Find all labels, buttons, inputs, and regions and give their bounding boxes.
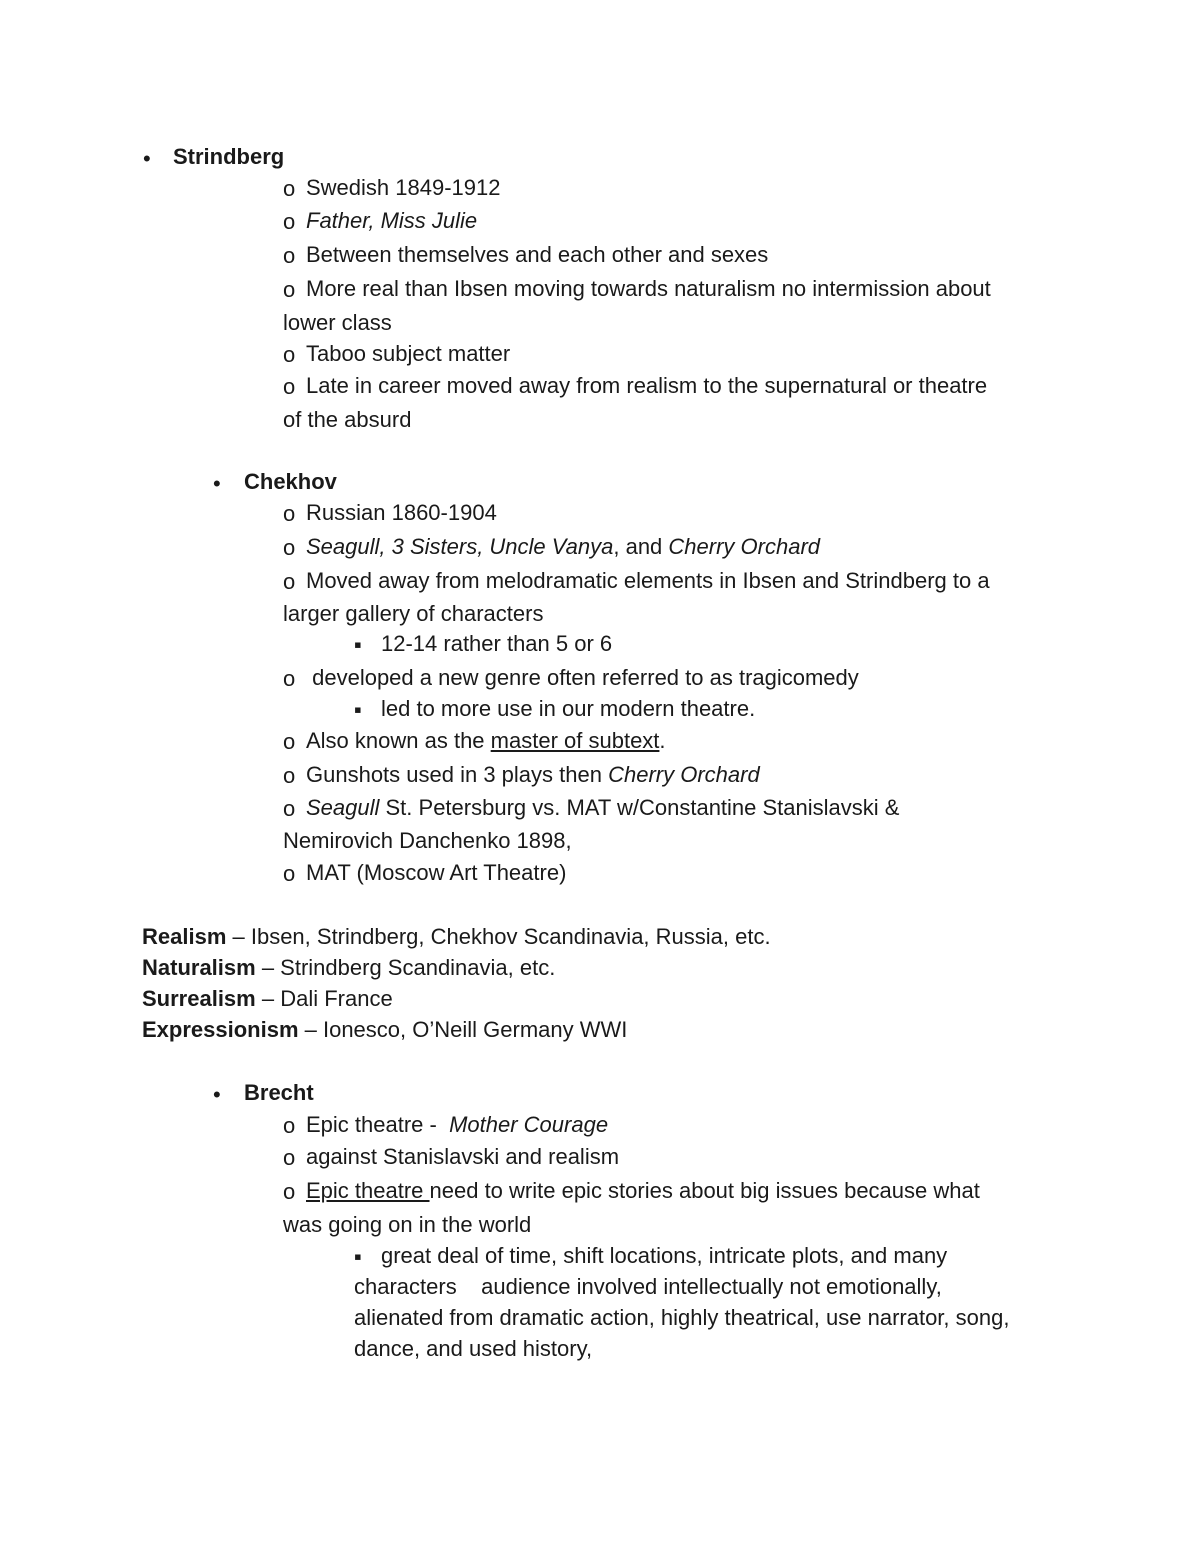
chekhov-origin: Russian 1860-1904 bbox=[306, 500, 497, 525]
movement-line bbox=[142, 957, 555, 979]
chekhov-chars-count: 12-14 rather than 5 or 6 bbox=[381, 631, 613, 656]
bullet-circle: o bbox=[283, 209, 296, 234]
bullet-circle: o bbox=[283, 861, 296, 886]
bullet-circle: o bbox=[283, 763, 296, 788]
epic-rest: need to write epic stories about big issues because what bbox=[429, 1178, 980, 1203]
movement-line bbox=[142, 988, 393, 1010]
chekhov-known bbox=[306, 730, 666, 752]
bullet-circle: o bbox=[283, 176, 296, 201]
movement-desc: – Ionesco, O’Neill Germany WWI bbox=[298, 1017, 628, 1042]
bullet-square: ▪ bbox=[354, 697, 362, 722]
plays-and: , and bbox=[613, 534, 669, 559]
strindberg-item: Taboo subject matter bbox=[306, 341, 511, 366]
chekhov-mat: MAT (Moscow Art Theatre) bbox=[306, 860, 567, 885]
brecht-epic-cont: was going on in the world bbox=[283, 1212, 532, 1237]
bullet-circle: o bbox=[283, 666, 296, 691]
bullet-circle: o bbox=[283, 501, 296, 526]
bullet-circle: o bbox=[283, 1145, 296, 1170]
known-pre: Also known as the bbox=[306, 728, 491, 753]
bullet-circle: o bbox=[283, 1113, 296, 1138]
bullet-dot: • bbox=[143, 146, 151, 171]
movement-desc: – Ibsen, Strindberg, Chekhov Scandinavia, Russia, etc. bbox=[226, 924, 771, 949]
seagull-title: Seagull bbox=[306, 795, 380, 820]
bullet-circle: o bbox=[283, 277, 296, 302]
movement-term: Realism bbox=[142, 924, 227, 949]
chekhov-seagull-cont: Nemirovich Danchenko 1898, bbox=[283, 828, 572, 853]
bullet-square: ▪ bbox=[354, 1244, 362, 1269]
gunshots-cherry-orchard: Cherry Orchard bbox=[608, 762, 760, 787]
bullet-circle: o bbox=[283, 729, 296, 754]
movement-line bbox=[142, 926, 771, 948]
chekhov-genre-sub: led to more use in our modern theatre. bbox=[381, 696, 756, 721]
chekhov-seagull bbox=[306, 797, 899, 819]
seagull-rest: St. Petersburg vs. MAT w/Constantine Stanislavski & bbox=[379, 795, 900, 820]
mother-courage: Mother Courage bbox=[449, 1112, 609, 1137]
brecht-heading: Brecht bbox=[244, 1080, 314, 1105]
strindberg-item: Late in career moved away from realism to the supernatural or theatre bbox=[306, 373, 988, 398]
brecht-detail: dance, and used history, bbox=[354, 1336, 593, 1361]
bullet-dot: • bbox=[213, 471, 221, 496]
plays-cherry-orchard: Cherry Orchard bbox=[668, 534, 820, 559]
strindberg-item: Swedish 1849-1912 bbox=[306, 175, 501, 200]
strindberg-item: More real than Ibsen moving towards naturalism no intermission about bbox=[306, 276, 991, 301]
chekhov-plays bbox=[306, 536, 820, 558]
strindberg-heading: Strindberg bbox=[173, 144, 285, 169]
brecht-epic bbox=[306, 1114, 608, 1136]
strindberg-item-cont: lower class bbox=[283, 310, 392, 335]
bullet-circle: o bbox=[283, 243, 296, 268]
bullet-circle: o bbox=[283, 569, 296, 594]
brecht-detail: characters audience involved intellectually not emotionally, bbox=[354, 1274, 942, 1299]
brecht-epic-theatre bbox=[306, 1180, 980, 1202]
epic-theatre-underlined: Epic theatre bbox=[306, 1178, 430, 1203]
bullet-circle: o bbox=[283, 1179, 296, 1204]
bullet-circle: o bbox=[283, 374, 296, 399]
movement-term: Surrealism bbox=[142, 986, 256, 1011]
strindberg-item: Father, Miss Julie bbox=[306, 208, 478, 233]
movement-desc: – Dali France bbox=[255, 986, 393, 1011]
bullet-circle: o bbox=[283, 535, 296, 560]
chekhov-gunshots bbox=[306, 764, 760, 786]
brecht-against: against Stanislavski and realism bbox=[306, 1144, 620, 1169]
strindberg-item-cont: of the absurd bbox=[283, 407, 412, 432]
brecht-detail: great deal of time, shift locations, intricate plots, and many bbox=[381, 1243, 948, 1268]
brecht-detail: alienated from dramatic action, highly theatrical, use narrator, song, bbox=[354, 1305, 1010, 1330]
plays-titles: Seagull, 3 Sisters, Uncle Vanya bbox=[306, 534, 614, 559]
master-of-subtext: master of subtext bbox=[490, 728, 660, 753]
movement-term: Expressionism bbox=[142, 1017, 299, 1042]
epic-pre: Epic theatre - bbox=[306, 1112, 450, 1137]
bullet-dot: • bbox=[213, 1082, 221, 1107]
chekhov-moved: Moved away from melodramatic elements in Ibsen and Strindberg to a bbox=[306, 568, 990, 593]
movement-term: Naturalism bbox=[142, 955, 256, 980]
movement-desc: – Strindberg Scandinavia, etc. bbox=[255, 955, 556, 980]
chekhov-moved-cont: larger gallery of characters bbox=[283, 601, 544, 626]
bullet-square: ▪ bbox=[354, 632, 362, 657]
bullet-circle: o bbox=[283, 342, 296, 367]
movement-line bbox=[142, 1019, 627, 1041]
known-post: . bbox=[659, 728, 666, 753]
gunshots-pre: Gunshots used in 3 plays then bbox=[306, 762, 609, 787]
chekhov-genre: developed a new genre often referred to as tragicomedy bbox=[306, 665, 859, 690]
bullet-circle: o bbox=[283, 796, 296, 821]
chekhov-heading: Chekhov bbox=[244, 469, 337, 494]
strindberg-item: Between themselves and each other and sexes bbox=[306, 242, 769, 267]
